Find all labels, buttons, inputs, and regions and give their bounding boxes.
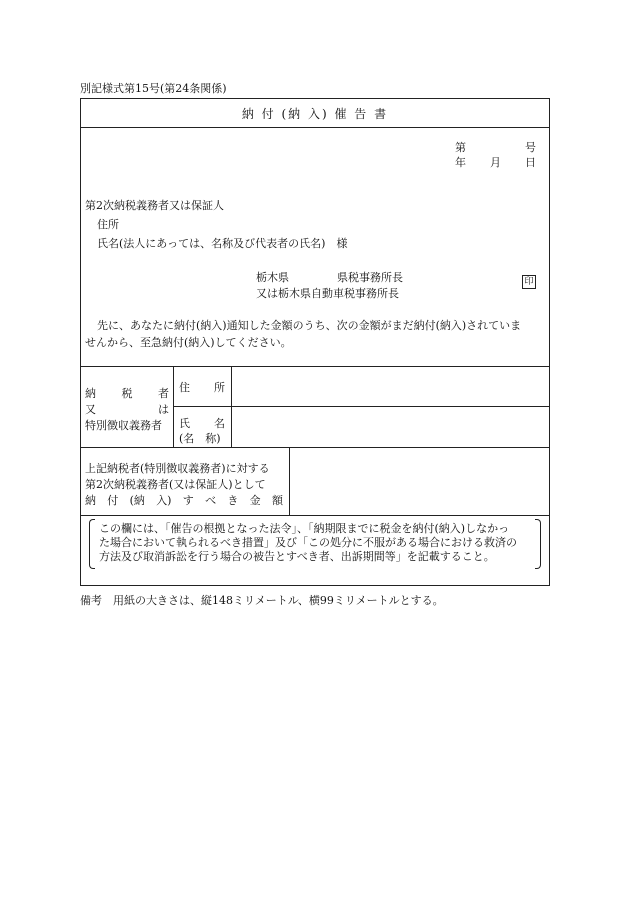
issuer-office: 県税事務所長 [337,271,403,284]
form-title: 納 付 (納 入) 催 告 書 [241,107,389,121]
table-top-line [81,366,549,367]
date-day: 日 [525,156,536,169]
amount-top-line [81,447,549,448]
note-line1: この欄には、「催告の根拠となった法令」、「納期限までに税金を納付(納入)しなかっ [99,522,510,535]
body-text-line1: 先に、あなたに納付(納入)通知した金額のうち、次の金額がまだ納付(納入)されていま [97,319,522,332]
amount-column-divider [289,447,290,515]
date-year: 年 [455,156,466,169]
address-label: 住所 [97,218,119,231]
field-address-label: 住 所 [179,381,225,394]
date-line [455,154,536,170]
field-name-sub-label: (名 称) [179,432,221,445]
addressee-heading: 第2次納税義務者又は保証人 [85,199,224,212]
title-divider [81,127,549,128]
taxpayer-label-line3: 特別徴収義務者 [85,419,162,432]
name-label: 氏名(法人にあっては、名称及び代表者の氏名) 様 [97,237,348,250]
amount-label-line1: 上記納税者(特別徴収義務者)に対する [85,462,270,475]
taxpayer-label-line1: 納 税 者 [85,387,169,400]
amount-label-line2: 第2次納税義務者(又は保証人)として [85,478,266,491]
note-bracket [89,519,541,569]
remark-text: 備考 用紙の大きさは、縦148ミリメートル、横99ミリメートルとする。 [80,594,444,607]
note-text [99,522,533,564]
note-bracket-right [535,519,541,569]
form-number-label: 別記様式第15号(第24条関係) [80,82,227,95]
address-name-divider [173,406,549,407]
issuer-prefecture: 栃木県 [256,271,289,284]
note-bracket-left [89,519,95,569]
number-dai: 第 [455,141,466,154]
seal-mark: 印 [522,275,536,289]
notice-form [80,98,550,586]
number-go: 号 [525,141,536,154]
body-text-line2: せんから、至急納付(納入)してください。 [85,336,292,349]
date-month: 月 [490,156,501,169]
taxpayer-label-line2: 又 は [85,403,169,416]
field-name-label: 氏 名 [179,417,225,430]
note-line3: 方法及び取消訴訟を行う場合の被告とすべき者、出訴期間等」を記載すること。 [99,550,495,563]
note-top-line [81,515,549,516]
note-line2: た場合において執られるべき措置」及び「この処分に不服がある場合における救済の [99,536,517,549]
number-line [455,139,536,155]
amount-label-line3: 納 付 (納 入) す べ き 金 額 [85,494,283,507]
issuer-alt-office: 又は栃木県自動車税事務所長 [256,287,399,300]
